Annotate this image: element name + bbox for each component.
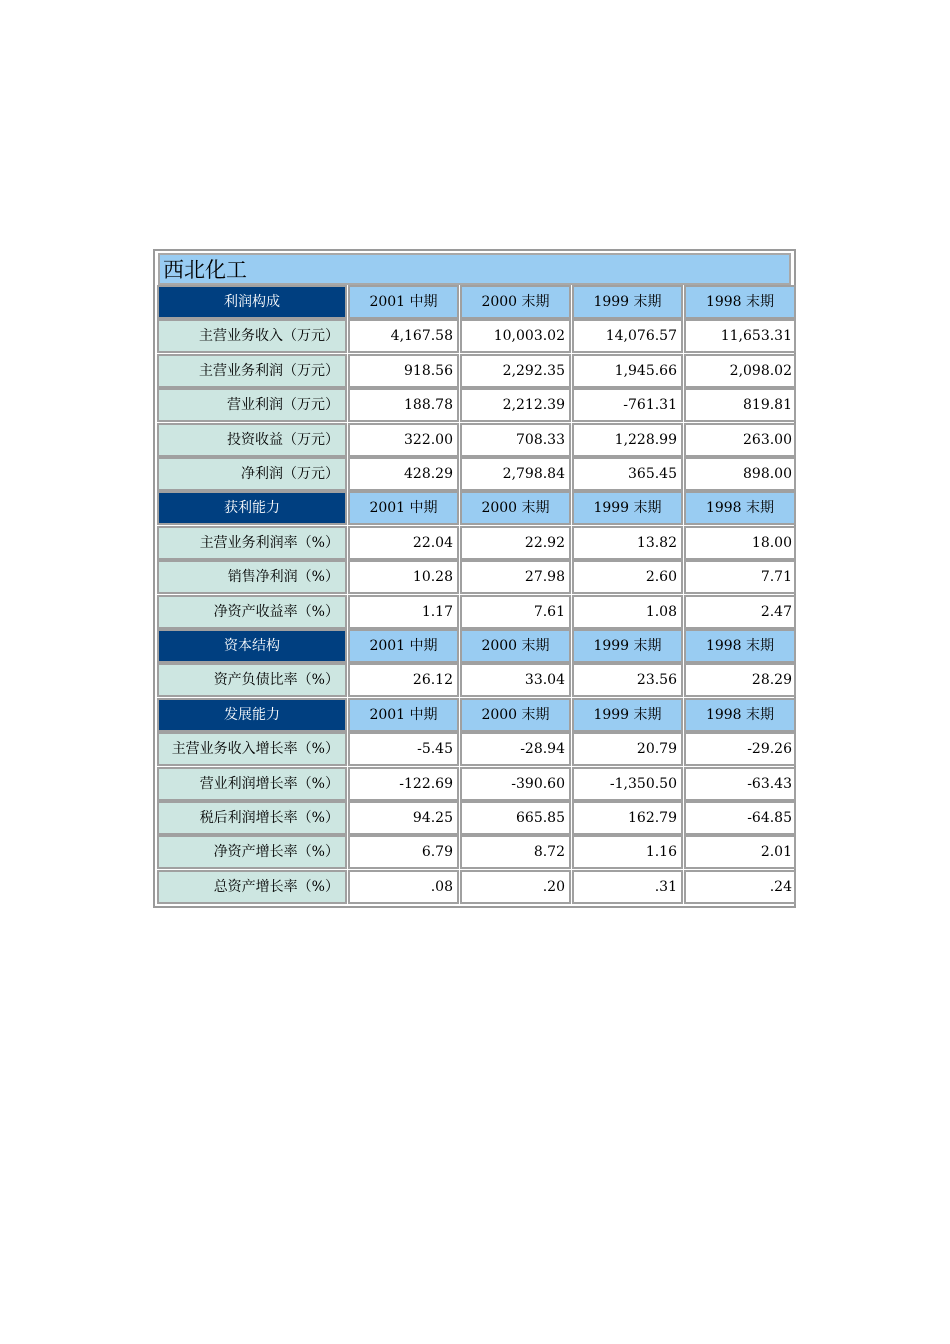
section-header-row <box>157 491 794 525</box>
metric-label: 净资产收益率（%） <box>157 595 347 629</box>
metric-value: 322.00 <box>348 423 459 457</box>
metric-value: 2.47 <box>684 595 796 629</box>
metric-value: 13.82 <box>572 526 683 560</box>
metric-value: -28.94 <box>460 732 571 766</box>
table-row <box>157 457 794 491</box>
table-row <box>157 560 794 594</box>
metric-label: 营业利润增长率（%） <box>157 767 347 801</box>
metric-value: 23.56 <box>572 663 683 697</box>
metric-value: 2.60 <box>572 560 683 594</box>
table-row <box>157 388 794 422</box>
metric-value: 1.16 <box>572 835 683 869</box>
metric-value: -122.69 <box>348 767 459 801</box>
metric-value: 1.17 <box>348 595 459 629</box>
period-header: 2000 末期 <box>460 629 571 663</box>
section-header-row <box>157 698 794 732</box>
table-row <box>157 767 794 801</box>
period-header: 2001 中期 <box>348 285 459 319</box>
metric-value: .20 <box>460 870 571 904</box>
metric-value: 2,212.39 <box>460 388 571 422</box>
table-row <box>157 319 794 353</box>
period-header: 1999 末期 <box>572 698 683 732</box>
metric-value: 4,167.58 <box>348 319 459 353</box>
period-header: 1998 末期 <box>684 698 796 732</box>
metric-value: 188.78 <box>348 388 459 422</box>
metric-label: 销售净利润（%） <box>157 560 347 594</box>
metric-value: 2,292.35 <box>460 354 571 388</box>
metric-label: 主营业务收入（万元） <box>157 319 347 353</box>
metric-value: -5.45 <box>348 732 459 766</box>
table-row <box>157 354 794 388</box>
metric-value: 20.79 <box>572 732 683 766</box>
table-row <box>157 423 794 457</box>
metric-value: -63.43 <box>684 767 796 801</box>
metric-value: 27.98 <box>460 560 571 594</box>
metric-value: 94.25 <box>348 801 459 835</box>
period-header: 1998 末期 <box>684 629 796 663</box>
metric-value: 14,076.57 <box>572 319 683 353</box>
metric-value: 1.08 <box>572 595 683 629</box>
metric-value: -390.60 <box>460 767 571 801</box>
table-row <box>157 526 794 560</box>
metric-value: 10.28 <box>348 560 459 594</box>
financial-summary-table <box>153 249 796 908</box>
metric-value: -64.85 <box>684 801 796 835</box>
table-row <box>157 663 794 697</box>
table-row <box>157 835 794 869</box>
metric-value: 918.56 <box>348 354 459 388</box>
metric-value: 819.81 <box>684 388 796 422</box>
metric-value: 33.04 <box>460 663 571 697</box>
section-title: 利润构成 <box>157 285 347 319</box>
section-title: 发展能力 <box>157 698 347 732</box>
metric-label: 主营业务收入增长率（%） <box>157 732 347 766</box>
section-title: 资本结构 <box>157 629 347 663</box>
metric-value: 10,003.02 <box>460 319 571 353</box>
metric-value: 28.29 <box>684 663 796 697</box>
metric-value: 263.00 <box>684 423 796 457</box>
metric-label: 总资产增长率（%） <box>157 870 347 904</box>
metric-value: 8.72 <box>460 835 571 869</box>
metric-label: 营业利润（万元） <box>157 388 347 422</box>
metric-value: 11,653.31 <box>684 319 796 353</box>
metric-value: 428.29 <box>348 457 459 491</box>
period-header: 1999 末期 <box>572 629 683 663</box>
metric-value: 898.00 <box>684 457 796 491</box>
metric-value: 22.92 <box>460 526 571 560</box>
metric-value: 7.61 <box>460 595 571 629</box>
metric-label: 资产负债比率（%） <box>157 663 347 697</box>
metric-value: 2,098.02 <box>684 354 796 388</box>
metric-value: -1,350.50 <box>572 767 683 801</box>
metric-value: 708.33 <box>460 423 571 457</box>
metric-value: 2,798.84 <box>460 457 571 491</box>
metric-value: 1,228.99 <box>572 423 683 457</box>
metric-label: 税后利润增长率（%） <box>157 801 347 835</box>
period-header: 2001 中期 <box>348 491 459 525</box>
table-row <box>157 870 794 904</box>
metric-value: 26.12 <box>348 663 459 697</box>
period-header: 2000 末期 <box>460 698 571 732</box>
metric-value: 365.45 <box>572 457 683 491</box>
period-header: 1998 末期 <box>684 285 796 319</box>
period-header: 2001 中期 <box>348 698 459 732</box>
company-title: 西北化工 <box>158 253 791 285</box>
metric-value: .31 <box>572 870 683 904</box>
period-header: 2000 末期 <box>460 491 571 525</box>
period-header: 1998 末期 <box>684 491 796 525</box>
metric-label: 净利润（万元） <box>157 457 347 491</box>
metric-value: .24 <box>684 870 796 904</box>
metric-value: 18.00 <box>684 526 796 560</box>
section-header-row <box>157 629 794 663</box>
metric-value: 7.71 <box>684 560 796 594</box>
section-header-row <box>157 285 794 319</box>
metric-value: 2.01 <box>684 835 796 869</box>
metric-value: .08 <box>348 870 459 904</box>
period-header: 2000 末期 <box>460 285 571 319</box>
period-header: 1999 末期 <box>572 491 683 525</box>
metric-label: 主营业务利润（万元） <box>157 354 347 388</box>
metric-value: 22.04 <box>348 526 459 560</box>
metric-value: 162.79 <box>572 801 683 835</box>
table-row <box>157 595 794 629</box>
metric-label: 主营业务利润率（%） <box>157 526 347 560</box>
period-header: 1999 末期 <box>572 285 683 319</box>
period-header: 2001 中期 <box>348 629 459 663</box>
metric-value: 1,945.66 <box>572 354 683 388</box>
table-row <box>157 801 794 835</box>
metric-value: -761.31 <box>572 388 683 422</box>
section-title: 获利能力 <box>157 491 347 525</box>
metric-label: 投资收益（万元） <box>157 423 347 457</box>
metric-value: -29.26 <box>684 732 796 766</box>
table-row <box>157 732 794 766</box>
metric-label: 净资产增长率（%） <box>157 835 347 869</box>
metric-value: 6.79 <box>348 835 459 869</box>
metric-value: 665.85 <box>460 801 571 835</box>
